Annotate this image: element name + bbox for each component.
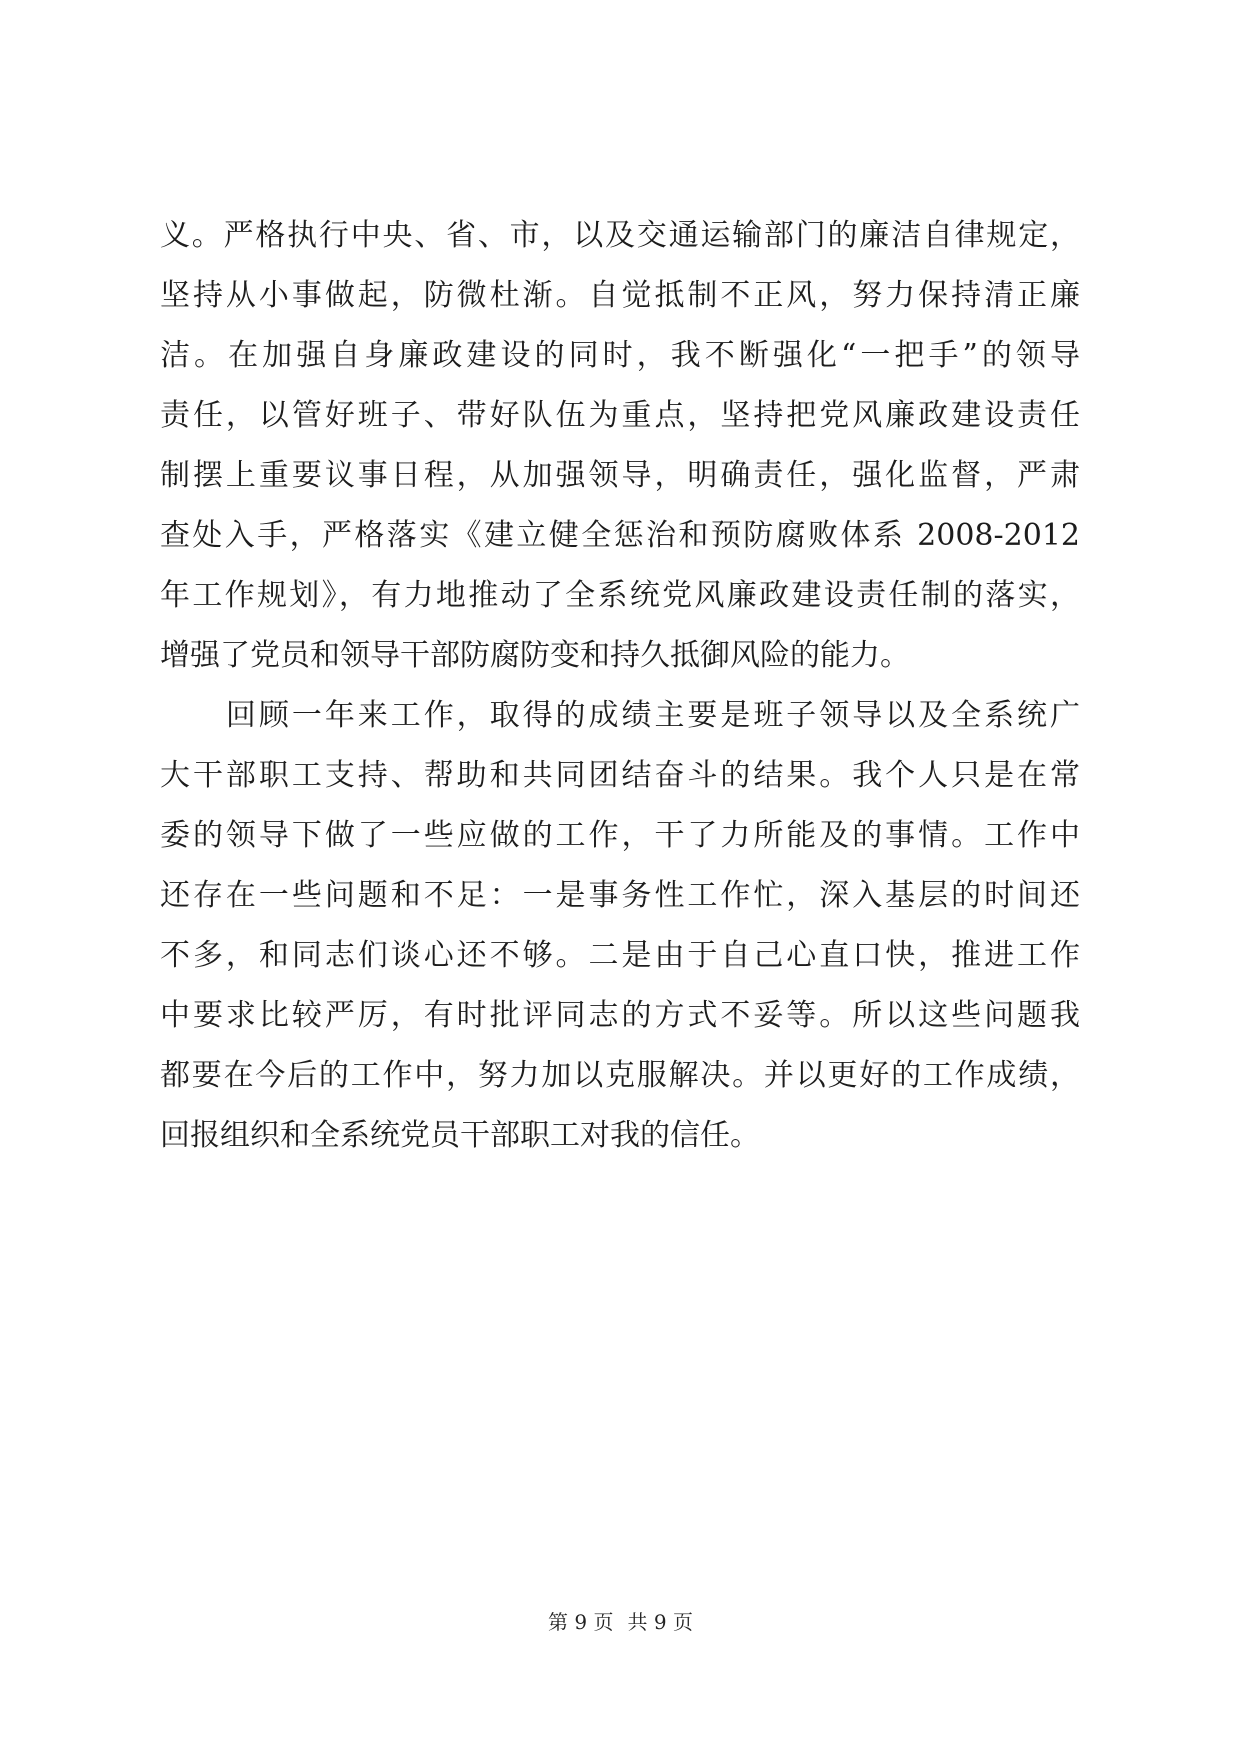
text-line: 回顾一年来工作，取得的成绩主要是班子领导以及全系统广 (160, 698, 1080, 733)
document-body (160, 206, 1080, 1166)
text-line: 查处入手，严格落实《建立健全惩治和预防腐败体系 2008-2012 (160, 518, 1080, 553)
text-line: 年工作规划》，有力地推动了全系统党风廉政建设责任制的落实， (160, 578, 1080, 613)
text-line: 还存在一些问题和不足：一是事务性工作忙，深入基层的时间还 (160, 878, 1080, 913)
text-line: 洁。在加强自身廉政建设的同时，我不断强化“一把手”的领导 (160, 338, 1080, 373)
text-line: 责任，以管好班子、带好队伍为重点，坚持把党风廉政建设责任 (160, 398, 1080, 433)
text-line: 制摆上重要议事日程，从加强领导，明确责任，强化监督，严肃 (160, 458, 1080, 493)
page-footer (0, 1608, 1241, 1636)
text-line: 委的领导下做了一些应做的工作，干了力所能及的事情。工作中 (160, 818, 1080, 853)
total-pages: 共 9 页 (627, 1610, 693, 1634)
text-line: 不多，和同志们谈心还不够。二是由于自己心直口快，推进工作 (160, 938, 1080, 973)
text-line: 中要求比较严厉，有时批评同志的方式不妥等。所以这些问题我 (160, 998, 1080, 1033)
text-line: 都要在今后的工作中，努力加以克服解决。并以更好的工作成绩， (160, 1058, 1080, 1093)
text-line: 坚持从小事做起，防微杜渐。自觉抵制不正风，努力保持清正廉 (160, 278, 1080, 313)
text-line: 大干部职工支持、帮助和共同团结奋斗的结果。我个人只是在常 (160, 758, 1080, 793)
text-line: 增强了党员和领导干部防腐防变和持久抵御风险的能力。 (160, 638, 910, 673)
text-line: 回报组织和全系统党员干部职工对我的信任。 (160, 1118, 760, 1153)
text-line: 义。严格执行中央、省、市，以及交通运输部门的廉洁自律规定， (160, 218, 1080, 253)
page-number: 第 9 页 (548, 1610, 614, 1634)
